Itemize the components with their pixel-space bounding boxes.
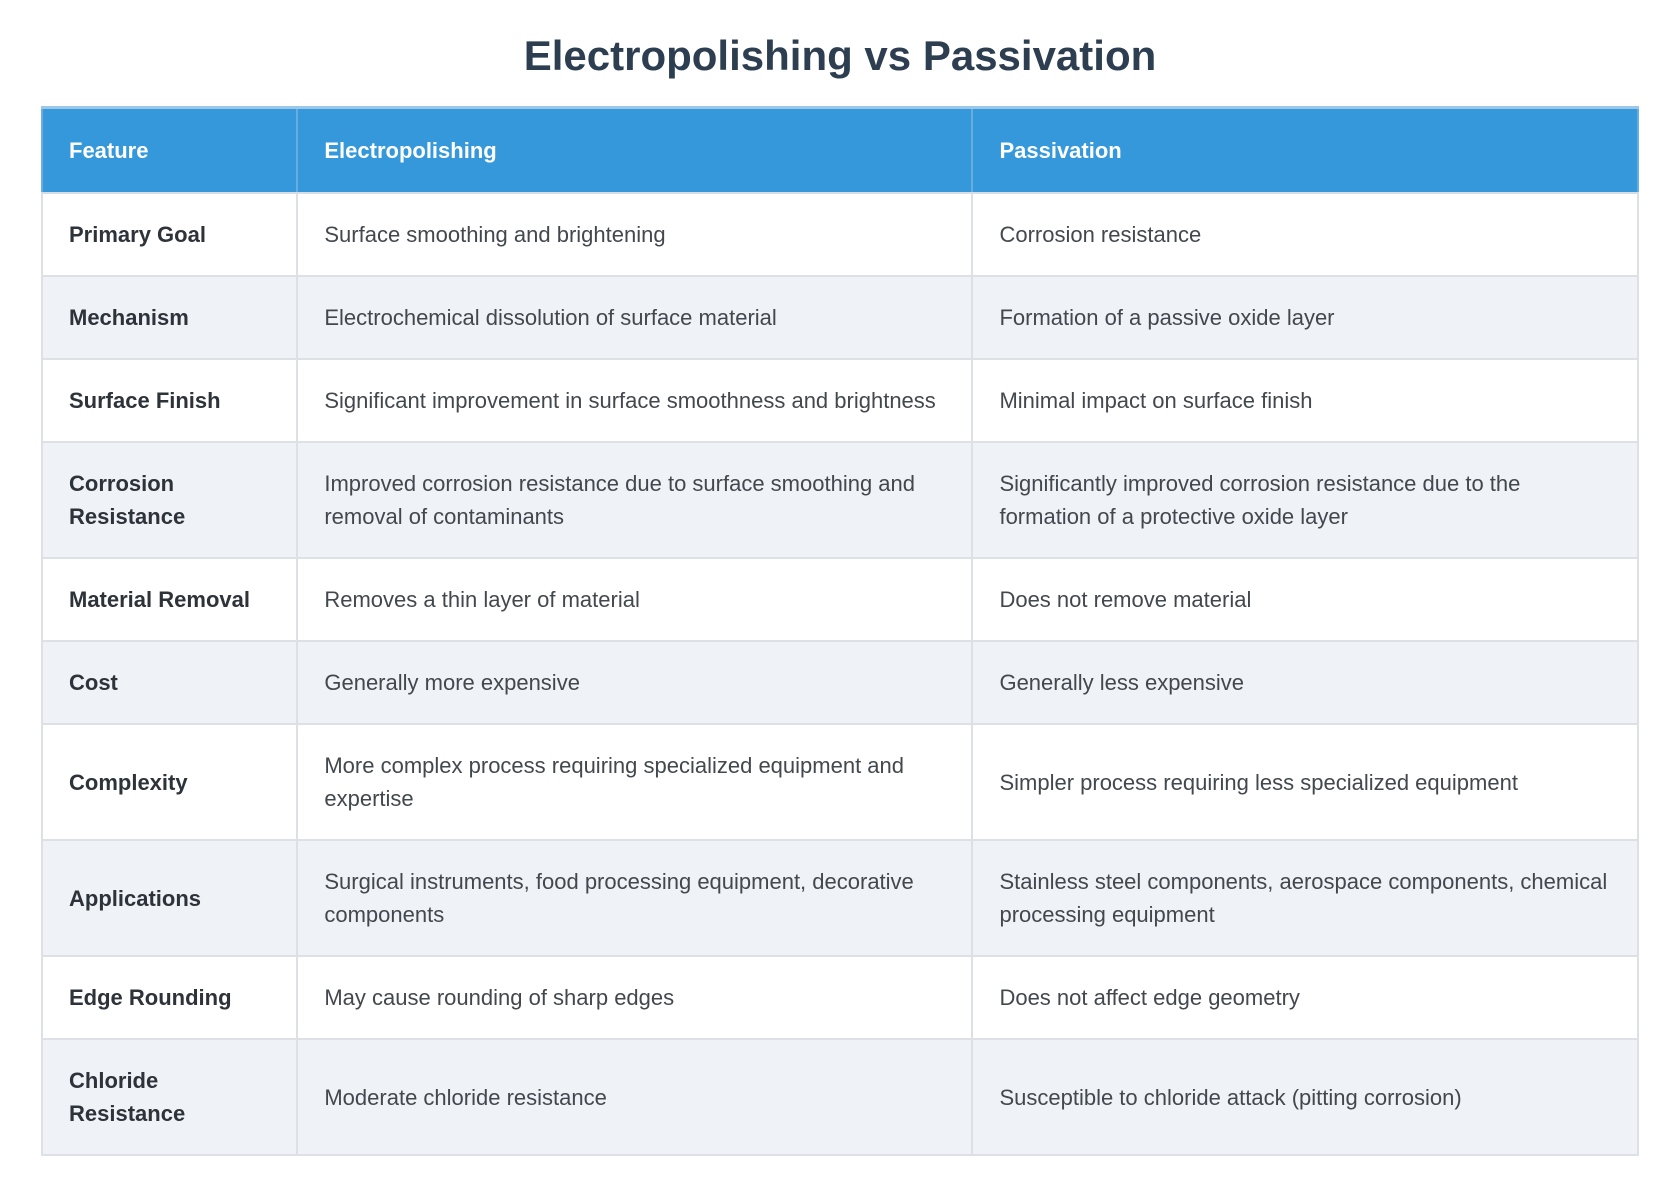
- table-row: [42, 359, 1638, 442]
- table-row: [42, 724, 1638, 840]
- electropolishing-cell: More complex process requiring specialized equipment and expertise: [297, 724, 972, 840]
- table-row: [42, 956, 1638, 1039]
- passivation-cell: Simpler process requiring less specialized equipment: [972, 724, 1638, 840]
- table-row: [42, 276, 1638, 359]
- comparison-table: [41, 106, 1639, 1156]
- electropolishing-cell: Moderate chloride resistance: [297, 1039, 972, 1155]
- table-row: [42, 442, 1638, 558]
- electropolishing-cell: Significant improvement in surface smoothness and brightness: [297, 359, 972, 442]
- feature-cell: Applications: [42, 840, 297, 956]
- header-row: [42, 108, 1638, 194]
- column-header-feature: Feature: [42, 108, 297, 194]
- passivation-cell: Corrosion resistance: [972, 193, 1638, 276]
- feature-cell: Primary Goal: [42, 193, 297, 276]
- electropolishing-cell: Surface smoothing and brightening: [297, 193, 972, 276]
- passivation-cell: Generally less expensive: [972, 641, 1638, 724]
- passivation-cell: Does not remove material: [972, 558, 1638, 641]
- table-body: [42, 193, 1638, 1155]
- feature-cell: Edge Rounding: [42, 956, 297, 1039]
- feature-cell: Chloride Resistance: [42, 1039, 297, 1155]
- table-row: [42, 1039, 1638, 1155]
- passivation-cell: Susceptible to chloride attack (pitting corrosion): [972, 1039, 1638, 1155]
- feature-cell: Cost: [42, 641, 297, 724]
- electropolishing-cell: Improved corrosion resistance due to surface smoothing and removal of contaminants: [297, 442, 972, 558]
- passivation-cell: Formation of a passive oxide layer: [972, 276, 1638, 359]
- passivation-cell: Significantly improved corrosion resistance due to the formation of a protective oxide layer: [972, 442, 1638, 558]
- passivation-cell: Does not affect edge geometry: [972, 956, 1638, 1039]
- electropolishing-cell: Removes a thin layer of material: [297, 558, 972, 641]
- electropolishing-cell: Electrochemical dissolution of surface material: [297, 276, 972, 359]
- passivation-cell: Stainless steel components, aerospace components, chemical processing equipment: [972, 840, 1638, 956]
- column-header-electropolishing: Electropolishing: [297, 108, 972, 194]
- table-row: [42, 641, 1638, 724]
- electropolishing-cell: Surgical instruments, food processing equipment, decorative components: [297, 840, 972, 956]
- page-title: Electropolishing vs Passivation: [523, 32, 1157, 79]
- passivation-cell: Minimal impact on surface finish: [972, 359, 1638, 442]
- column-header-passivation: Passivation: [972, 108, 1638, 194]
- table-row: [42, 193, 1638, 276]
- table-header: [42, 108, 1638, 194]
- electropolishing-cell: May cause rounding of sharp edges: [297, 956, 972, 1039]
- feature-cell: Surface Finish: [42, 359, 297, 442]
- feature-cell: Material Removal: [42, 558, 297, 641]
- table-row: [42, 558, 1638, 641]
- feature-cell: Mechanism: [42, 276, 297, 359]
- table-row: [42, 840, 1638, 956]
- electropolishing-cell: Generally more expensive: [297, 641, 972, 724]
- feature-cell: Corrosion Resistance: [42, 442, 297, 558]
- feature-cell: Complexity: [42, 724, 297, 840]
